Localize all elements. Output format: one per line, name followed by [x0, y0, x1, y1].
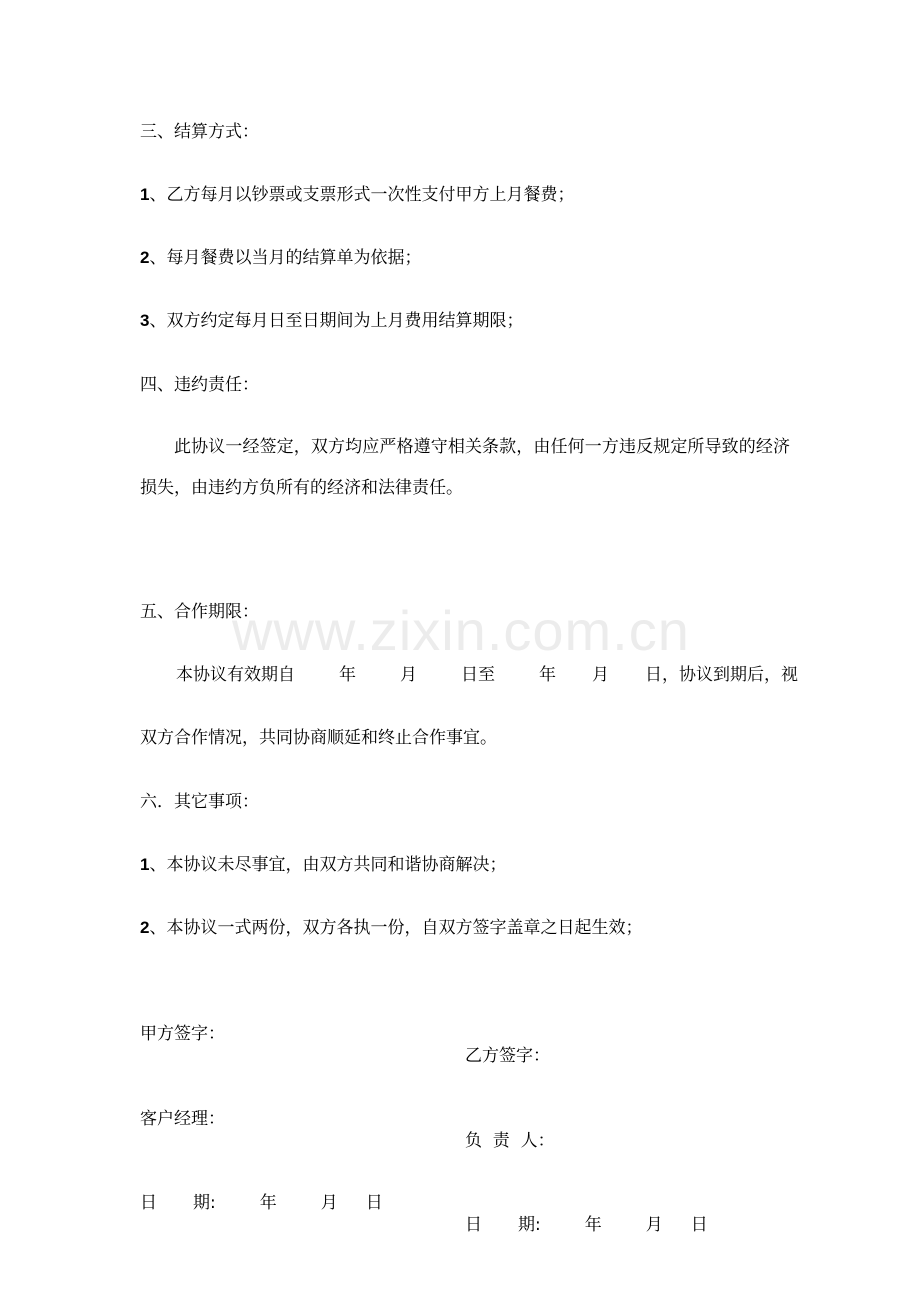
date-label-period: 期:: [518, 1215, 541, 1235]
item-number: 3: [140, 311, 150, 330]
section-5-term-line: [176, 664, 920, 686]
term-year-2: 年: [539, 665, 556, 685]
date-label-day: 日: [140, 1193, 157, 1213]
date-month: 月: [645, 1215, 663, 1235]
section-4-heading: 四、违约责任：: [140, 375, 259, 395]
item-text: 、本协议一式两份，双方各执一份，自双方签字盖章之日起生效；: [149, 918, 643, 938]
section-4-paragraph: 此协议一经签定，双方均应严格遵守相关条款，由任何一方违反规定所导致的经济损失，由违约方负所有的经济和法律责任。: [140, 437, 790, 498]
section-6-item-2: [140, 917, 920, 939]
party-a-date-line: [140, 1192, 920, 1214]
term-start-label: 本协议有效期自: [176, 665, 295, 685]
section-3-item-2: [140, 247, 920, 269]
section-5-term-line-2: 双方合作情况，共同协商顺延和终止合作事宜。: [140, 728, 497, 748]
term-end: 日，协议到期后，视: [645, 665, 798, 685]
date-month: 月: [320, 1193, 338, 1213]
party-a-signature-label: 甲方签字：: [140, 1024, 225, 1044]
date-day: 日: [690, 1215, 708, 1235]
item-text: 、乙方每月以钞票或支票形式一次性支付甲方上月餐费；: [149, 185, 575, 205]
section-3-heading: 三、结算方式：: [140, 122, 259, 142]
item-text: 、本协议未尽事宜，由双方共同和谐协商解决；: [149, 855, 507, 875]
term-month-2: 月: [592, 665, 609, 685]
item-number: 2: [140, 248, 150, 267]
section-3-item-3: [140, 310, 920, 332]
section-5-heading: 五、合作期限：: [140, 602, 259, 622]
item-number: 1: [140, 855, 150, 874]
date-label-day: 日: [465, 1215, 482, 1235]
item-text: 、每月餐费以当月的结算单为依据；: [149, 248, 422, 268]
person-in-charge-label: 负 责 人：: [465, 1131, 555, 1151]
section-3-item-1: [140, 184, 920, 206]
party-b-date-line: [465, 1214, 920, 1236]
watermark: www.zixin.com.cn: [232, 599, 690, 662]
term-month-1: 月: [400, 665, 417, 685]
item-number: 1: [140, 185, 150, 204]
date-day: 日: [365, 1193, 383, 1213]
section-6-item-1: [140, 854, 920, 876]
date-label-period: 期:: [193, 1193, 216, 1213]
date-year: 年: [584, 1215, 602, 1235]
term-day-to: 日至: [461, 665, 495, 685]
section-6-heading: 六．其它事项：: [140, 792, 259, 812]
item-text: 、双方约定每月日至日期间为上月费用结算期限；: [149, 311, 524, 331]
party-b-signature-label: 乙方签字：: [465, 1046, 550, 1066]
date-year: 年: [259, 1193, 277, 1213]
term-year-1: 年: [339, 665, 356, 685]
item-number: 2: [140, 918, 150, 937]
account-manager-label: 客户经理：: [140, 1109, 225, 1129]
